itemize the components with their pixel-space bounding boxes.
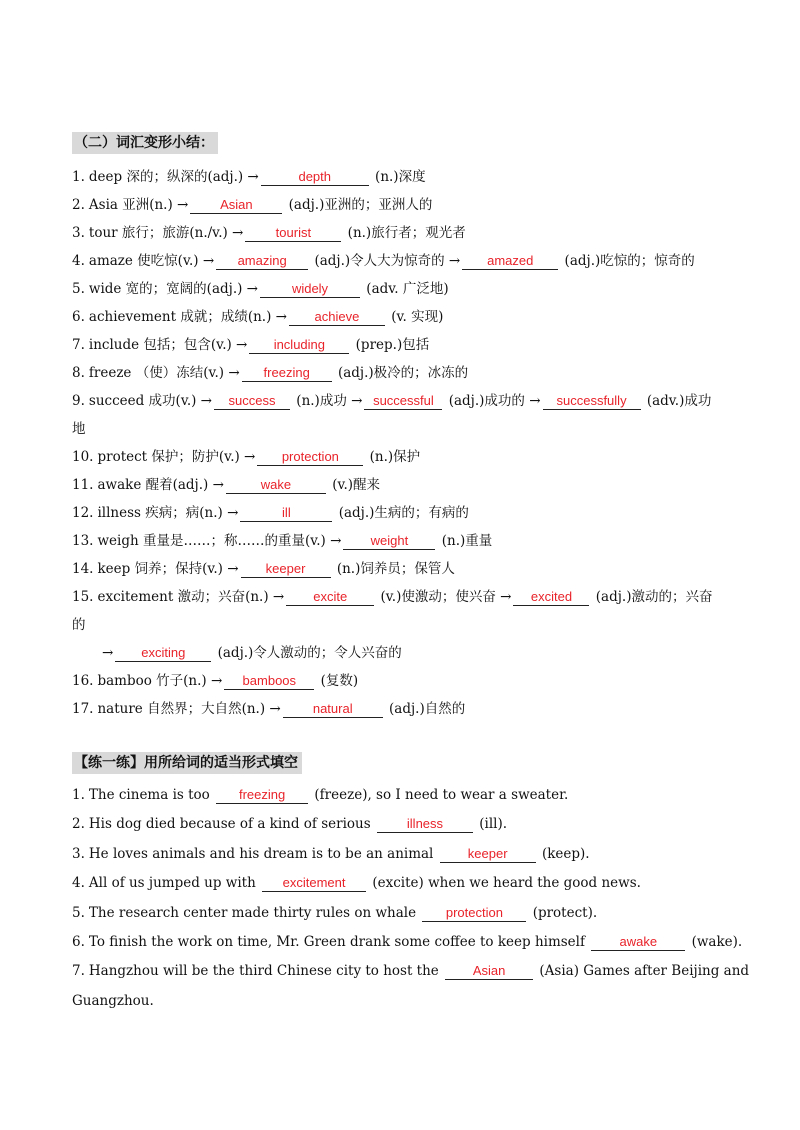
- answer-blank[interactable]: Asian: [445, 963, 533, 980]
- practice-item-4: 4. All of us jumped up with excitement (excite) when we heard the good news.: [72, 875, 641, 891]
- answer-blank[interactable]: illness: [377, 816, 473, 833]
- answer-blank[interactable]: weight: [343, 533, 435, 550]
- answer-blank[interactable]: successful: [364, 393, 442, 410]
- answer-blank[interactable]: protection: [422, 905, 526, 922]
- answer-blank[interactable]: Asian: [190, 197, 282, 214]
- answer-blank[interactable]: achieve: [289, 309, 385, 326]
- answer-blank[interactable]: excitement: [262, 875, 366, 892]
- answer-blank[interactable]: success: [214, 393, 290, 410]
- answer-blank[interactable]: bamboos: [224, 673, 314, 690]
- vocab-item-6: 6. achievement 成就；成绩(n.) → achieve (v. 实现): [72, 309, 444, 325]
- answer-blank[interactable]: amazed: [462, 253, 558, 270]
- section-vocab-heading: （二）词汇变形小结：: [72, 132, 218, 154]
- answer-blank[interactable]: amazing: [216, 253, 308, 270]
- vocab-item-5: 5. wide 宽的；宽阔的(adj.) → widely (adv. 广泛地): [72, 281, 449, 297]
- vocab-item-17: 17. nature 自然界；大自然(n.) → natural (adj.)自然的: [72, 701, 466, 717]
- answer-blank[interactable]: freezing: [242, 365, 332, 382]
- answer-blank[interactable]: awake: [591, 934, 685, 951]
- answer-blank[interactable]: ill: [240, 505, 332, 522]
- vocab-item-14: 14. keep 饲养；保持(v.) → keeper (n.)饲养员；保管人: [72, 561, 455, 577]
- answer-blank[interactable]: widely: [260, 281, 360, 298]
- answer-blank[interactable]: freezing: [216, 787, 308, 804]
- vocab-item-15-extra: → exciting (adj.)令人激动的；令人兴奋的: [102, 645, 402, 661]
- vocab-item-15: 15. excitement 激动；兴奋(n.) → excite (v.)使激动；使兴奋 → excited (adj.)激动的；兴奋: [72, 589, 713, 605]
- answer-blank[interactable]: keeper: [241, 561, 331, 578]
- practice-item-2: 2. His dog died because of a kind of serious illness (ill).: [72, 816, 508, 832]
- vocab-item-13: 13. weigh 重量是……；称……的重量(v.) → weight (n.)重量: [72, 533, 493, 549]
- vocab-item-10: 10. protect 保护；防护(v.) → protection (n.)保护: [72, 449, 421, 465]
- vocab-item-11: 11. awake 醒着(adj.) → wake (v.)醒来: [72, 477, 381, 493]
- vocab-item-4: 4. amaze 使吃惊(v.) → amazing (adj.)令人大为惊奇的 → amazed (adj.)吃惊的；惊奇的: [72, 253, 695, 269]
- answer-blank[interactable]: excited: [513, 589, 589, 606]
- vocab-item-2: 2. Asia 亚洲(n.) → Asian (adj.)亚洲的；亚洲人的: [72, 197, 433, 213]
- answer-blank[interactable]: excite: [286, 589, 374, 606]
- vocab-item-9-continued: 地: [72, 421, 86, 437]
- practice-item-7-continued: Guangzhou.: [72, 993, 154, 1009]
- vocab-item-12: 12. illness 疾病；病(n.) → ill (adj.)生病的；有病的: [72, 505, 469, 521]
- answer-blank[interactable]: protection: [257, 449, 363, 466]
- vocab-item-15-continued: 的: [72, 617, 86, 633]
- answer-blank[interactable]: successfully: [543, 393, 641, 410]
- answer-blank[interactable]: exciting: [115, 645, 211, 662]
- answer-blank[interactable]: including: [249, 337, 349, 354]
- answer-blank[interactable]: depth: [261, 169, 369, 186]
- vocab-item-8: 8. freeze （使）冻结(v.) → freezing (adj.)极冷的；冰冻的: [72, 365, 469, 381]
- vocab-item-9: 9. succeed 成功(v.) → success (n.)成功 → successful (adj.)成功的 → successfully (adv.)成功: [72, 393, 712, 409]
- practice-item-5: 5. The research center made thirty rules on whale protection (protect).: [72, 905, 598, 921]
- vocab-item-16: 16. bamboo 竹子(n.) → bamboos (复数): [72, 673, 359, 689]
- vocab-item-1: 1. deep 深的；纵深的(adj.) → depth (n.)深度: [72, 169, 426, 185]
- practice-item-1: 1. The cinema is too freezing (freeze), so I need to wear a sweater.: [72, 787, 569, 803]
- answer-blank[interactable]: wake: [226, 477, 326, 494]
- section-practice-heading: 【练一练】用所给词的适当形式填空: [72, 752, 302, 774]
- answer-blank[interactable]: tourist: [245, 225, 341, 242]
- answer-blank[interactable]: keeper: [440, 846, 536, 863]
- practice-item-3: 3. He loves animals and his dream is to be an animal keeper (keep).: [72, 846, 590, 862]
- practice-item-7: 7. Hangzhou will be the third Chinese city to host the Asian (Asia) Games after Beijing and: [72, 963, 750, 979]
- vocab-item-7: 7. include 包括；包含(v.) → including (prep.)包括: [72, 337, 430, 353]
- vocab-item-3: 3. tour 旅行；旅游(n./v.) → tourist (n.)旅行者；观光者: [72, 225, 466, 241]
- practice-item-6: 6. To finish the work on time, Mr. Green drank some coffee to keep himself awake (wake).: [72, 934, 743, 950]
- answer-blank[interactable]: natural: [283, 701, 383, 718]
